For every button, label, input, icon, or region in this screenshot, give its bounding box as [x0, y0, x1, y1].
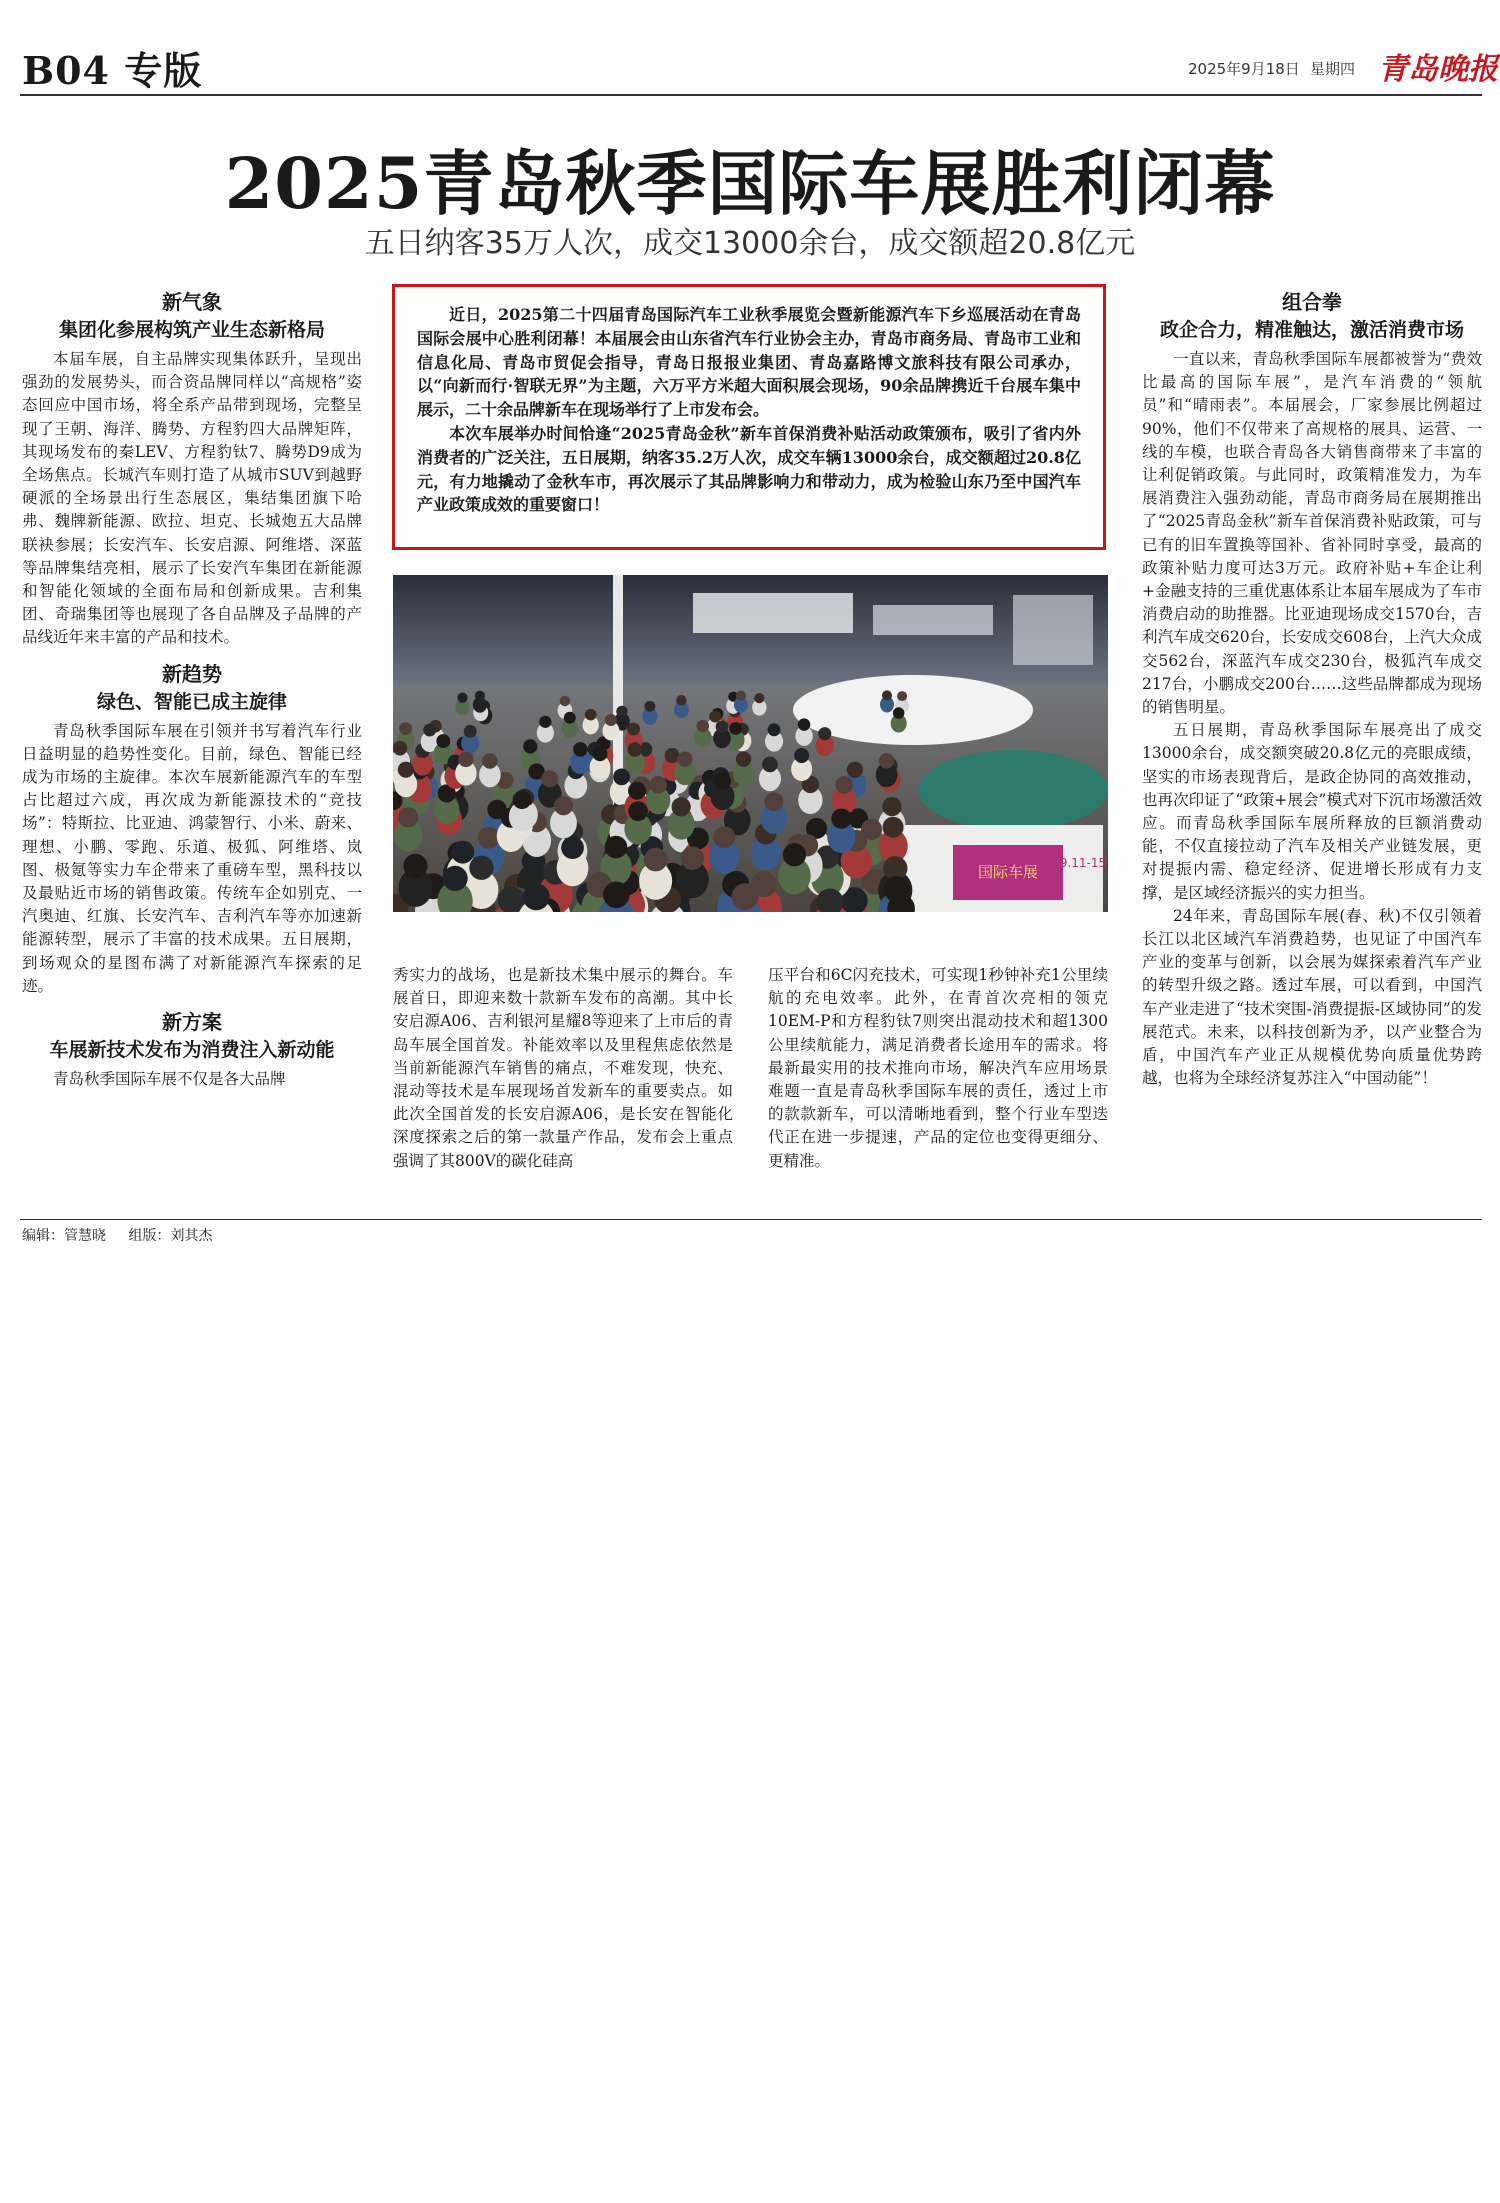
visitor-head	[768, 723, 781, 736]
visitor-head	[676, 695, 686, 705]
lead-box	[392, 284, 1106, 550]
newspaper-logo: 青岛晚报	[1378, 52, 1498, 87]
visitor-head	[613, 768, 630, 785]
visitor-head	[593, 746, 608, 761]
section-title: 政企合力，精准触达，激活消费市场	[1159, 319, 1464, 341]
visitor-head	[573, 742, 588, 757]
section-kicker: 新方案	[162, 1010, 222, 1035]
page-section-label: B04 专版	[22, 48, 203, 93]
bottom-rule	[20, 1219, 1482, 1220]
visitor-head	[716, 720, 729, 733]
visitor-head	[464, 725, 477, 738]
paragraph: 青岛秋季国际车展不仅是各大品牌	[53, 1070, 286, 1089]
paragraph: 秀实力的战场，也是新技术集中展示的舞台。车展首日，即迎来数十款新车发布的高潮。其中长安启源A06、吉利银河星耀8等迎来了上市后的青岛车展全国首发。补能效率以及里程焦虑依然是当前新能源汽车销售的痛点，不难发现，快充、混动等技术是车展现场首发新车的重要卖点。如此次全国首发的长安启源A06，是长安在智能化深度探索之后的第一款量产作品，发布会上重点强调了其800V的碳化硅高	[393, 966, 733, 1170]
visitor-head	[469, 856, 493, 880]
visitor-head	[798, 718, 810, 730]
visitor-head	[457, 693, 467, 703]
visitor-head	[482, 753, 497, 768]
visitor-head	[835, 776, 852, 793]
visitor-head	[451, 841, 474, 864]
visitor-head	[403, 854, 427, 878]
banner-dates: 9.11-15	[1059, 856, 1107, 870]
visitor-head	[436, 734, 450, 748]
visitor-head	[762, 757, 778, 773]
section-kicker: 组合拳	[1282, 290, 1342, 314]
visitor-head	[882, 797, 901, 816]
visitor-head	[627, 742, 642, 757]
visitor-head	[713, 826, 735, 848]
visitor-head	[399, 722, 412, 735]
visitor-head	[478, 827, 500, 849]
section-kicker: 新气象	[162, 290, 222, 314]
paragraph: 青岛秋季国际车展在引领并书写着汽车行业日益明显的趋势性变化。目前，绿色、智能已经成为市场的主旋律。本次车展新能源汽车的车型占比超过六成，再次成为新能源技术的“竞技场”：特斯拉、比亚迪、鸿蒙智行、小米、蔚来、理想、小鹏、零跑、乐道、极狐、阿维塔、岚图、极氪等实力车企带来了重磅车型，黑科技以及最贴近市场的销售政策。传统车企如别克、一汽奥迪、红旗、长安汽车、吉利汽车等亦加速新能源转型，展示了丰富的技术成果。五日展期，到场观众的星图布满了对新能源汽车探索的足迹。	[22, 721, 362, 995]
visitor-head	[847, 762, 863, 778]
visitor-head	[523, 739, 537, 753]
layout-credit: 组版：刘其杰	[128, 1228, 213, 1244]
visitor-head	[794, 748, 809, 763]
middle-column-2	[768, 964, 1108, 1173]
visitor-head	[882, 690, 892, 700]
visitor-head	[605, 836, 628, 859]
visitor-head	[475, 691, 485, 701]
headline: 2025青岛秋季国际车展胜利闭幕	[224, 142, 1276, 225]
visitor-head	[644, 848, 668, 872]
lead-paragraph: 本次车展举办时间恰逢“2025青岛金秋”新车首保消费补贴活动政策颁布，吸引了省内外消费者的广泛关注，五日展期，纳客35.2万人次，成交车辆13000余台，成交额超过20.8亿元，有力地撬动了金秋车市，再次展示了其品牌影响力和带动力，成为检验山东乃至中国汽车产业政策成效的重要窗口！	[417, 423, 1081, 515]
crowd-photo-illustration	[393, 575, 1108, 912]
visitor-head	[523, 883, 550, 910]
visitor-head	[709, 711, 721, 723]
visitor-head	[603, 881, 630, 908]
visitor-head	[393, 741, 407, 755]
issue-weekday: 星期四	[1310, 60, 1356, 78]
middle-column-1	[393, 964, 733, 1173]
credits	[22, 1225, 230, 1245]
visitor-head	[423, 724, 436, 737]
visitor-head	[627, 723, 640, 736]
visitor-head	[605, 714, 617, 726]
visitor-head	[560, 696, 570, 706]
lead-paragraph: 近日，2025第二十四届青岛国际汽车工业秋季展览会暨新能源汽车下乡巡展活动在青岛国际会展中心胜利闭幕！本届展会由山东省汽车行业协会主办，青岛市商务局、青岛市工业和信息化局、青岛市贸促会指导，青岛日报报业集团、青岛嘉路博文旅科技有限公司承办，以“向新而行·智联无界”为主题，六万平方米超大面积展会现场，90余品牌携近千台展车集中展示，二十余品牌新车在现场举行了上市发布会。	[417, 305, 1081, 420]
visitor-head	[649, 776, 666, 793]
editor-credit: 编辑：管慧晓	[22, 1228, 106, 1244]
visitor-head	[764, 792, 783, 811]
visitor-head	[442, 866, 467, 891]
issue-date: 2025年9月18日	[1188, 60, 1300, 78]
visitor-head	[398, 807, 418, 827]
visitor-head	[585, 709, 597, 721]
visitor-head	[818, 727, 831, 740]
visitor-head	[732, 883, 759, 910]
visitor-head	[672, 797, 691, 816]
visitor-head	[783, 843, 806, 866]
subheadline: 五日纳客35万人次，成交13000余台，成交额超20.8亿元	[364, 226, 1136, 261]
section-title: 集团化参展构筑产业生态新格局	[58, 319, 325, 341]
visitor-head	[897, 691, 907, 701]
visitor-head	[541, 770, 558, 787]
visitor-head	[729, 722, 742, 735]
paragraph: 24年来，青岛国际车展(春、秋)不仅引领着长江以北区域汽车消费趋势，也见证了中国汽车产业的变革与创新，以会展为媒探索着汽车产业的转型升级之路。透过车展，可以看到，中国汽车产业走进了“技术突围-消费提振-区域协同”的发展范式。未来，以科技创新为矛，以产业整合为盾，中国汽车产业正从规模优势向质量优势跨越，也将为全球经济复苏注入“中国动能”！	[1142, 906, 1482, 1088]
visitor-head	[754, 693, 764, 703]
auto-show-photo	[393, 575, 1108, 912]
visitor-head	[539, 716, 551, 728]
visitor-head	[677, 751, 692, 766]
visitor-head	[628, 782, 646, 800]
visitor-head	[628, 801, 648, 821]
paragraph: 压平台和6C闪充技术，可实现1秒钟补充1公里续航的充电效率。此外，在青首次亮相的领克10EM-P和方程豹钛7则突出混动技术和超1300公里续航能力，满足消费者长途用车的需求。将最新最实用的技术推向市场，解决汽车应用场景难题一直是青岛秋季国际车展的责任，透过上市的款款新车，可以清晰地看到，整个行业车型迭代正在进一步提速，产品的定位也变得更细分、更精准。	[768, 966, 1108, 1170]
section-title: 车展新技术发布为消费注入新动能	[49, 1039, 335, 1062]
visitor-head	[458, 752, 473, 767]
banner-title: 国际车展	[977, 863, 1039, 881]
visitor-head	[561, 836, 584, 859]
top-rule	[20, 94, 1482, 96]
paragraph: 本届车展，自主品牌实现集体跃升，呈现出强劲的发展势头，而合资品牌同样以“高规格”姿态回应中国市场，将全系产品带到现场，完整呈现了王朝、海洋、腾势、方程豹四大品牌矩阵，其现场发布的秦LEV、方程豹钛7、腾势D9成为全场焦点。长城汽车则打造了从城市SUV到越野硬派的全场景出行生态展区，集结集团旗下哈弗、魏牌新能源、欧拉、坦克、长城炮五大品牌联袂参展；长安汽车、长安启源、阿维塔、深蓝等品牌集结亮相，展示了长安汽车集团在新能源和智能化领域的全面布局和创新成果。吉利集团、奇瑞集团等也展现了各自品牌及子品牌的产品线近年来丰富的产品和技术。	[22, 350, 362, 647]
visitor-head	[665, 748, 680, 763]
visitor-head	[696, 720, 709, 733]
paragraph: 五日展期，青岛秋季国际车展亮出了成交13000余台，成交额突破20.8亿元的亮眼成绩，坚实的市场表现背后，是政企协同的高效推动，也再次印证了“政策+展会”模式对下沉市场激活效应。而青岛秋季国际车展所释放的巨额消费动能，不仅直接拉动了汽车及相关产业链发展，更对提振内需、稳定经济、促进增长形成有力支撑，是区域经济振兴的实力担当。	[1142, 721, 1482, 902]
visitor-head	[398, 762, 414, 778]
visitor-head	[513, 790, 532, 809]
section-kicker: 新趋势	[162, 661, 222, 686]
visitor-head	[893, 707, 904, 718]
visitor-head	[736, 752, 751, 767]
visitor-head	[680, 846, 704, 870]
visitor-head	[879, 753, 894, 768]
visitor-head	[564, 712, 576, 724]
visitor-head	[714, 772, 731, 789]
visitor-head	[883, 817, 904, 838]
left-column	[22, 288, 362, 1091]
visitor-head	[831, 808, 851, 828]
visitor-head	[644, 701, 655, 712]
section-title: 绿色、智能已成主旋律	[96, 690, 287, 713]
right-column	[1142, 288, 1482, 1091]
visitor-head	[736, 691, 746, 701]
paragraph: 一直以来，青岛秋季国际车展都被誉为“费效比最高的国际车展”，是汽车消费的“领航员”和“晴雨表”。本届展会，厂家参展比例超过90%，他们不仅带来了高规格的展具、运营、一线的车模，也联合青岛各大销售商带来了丰富的让利促销政策。与此同时，政策精准发力，为车展消费注入强劲动能，青岛市商务局在展期推出了“2025青岛金秋”新车首保消费补贴政策，可与已有的旧车置换等国补、省补同时享受，最高的政策补贴力度可达3万元。政府补贴+车企让利+金融支持的三重优惠体系让本届车展成为了车市消费启动的助推器。比亚迪现场成交1570台，吉利汽车成交620台，长安成交608台，上汽大众成交562台，深蓝汽车成交230台，极狐汽车成交217台，小鹏成交200台……这些品牌都成为现场的销售明星。	[1142, 350, 1482, 717]
visitor-head	[616, 706, 627, 717]
visitor-head	[554, 796, 573, 815]
